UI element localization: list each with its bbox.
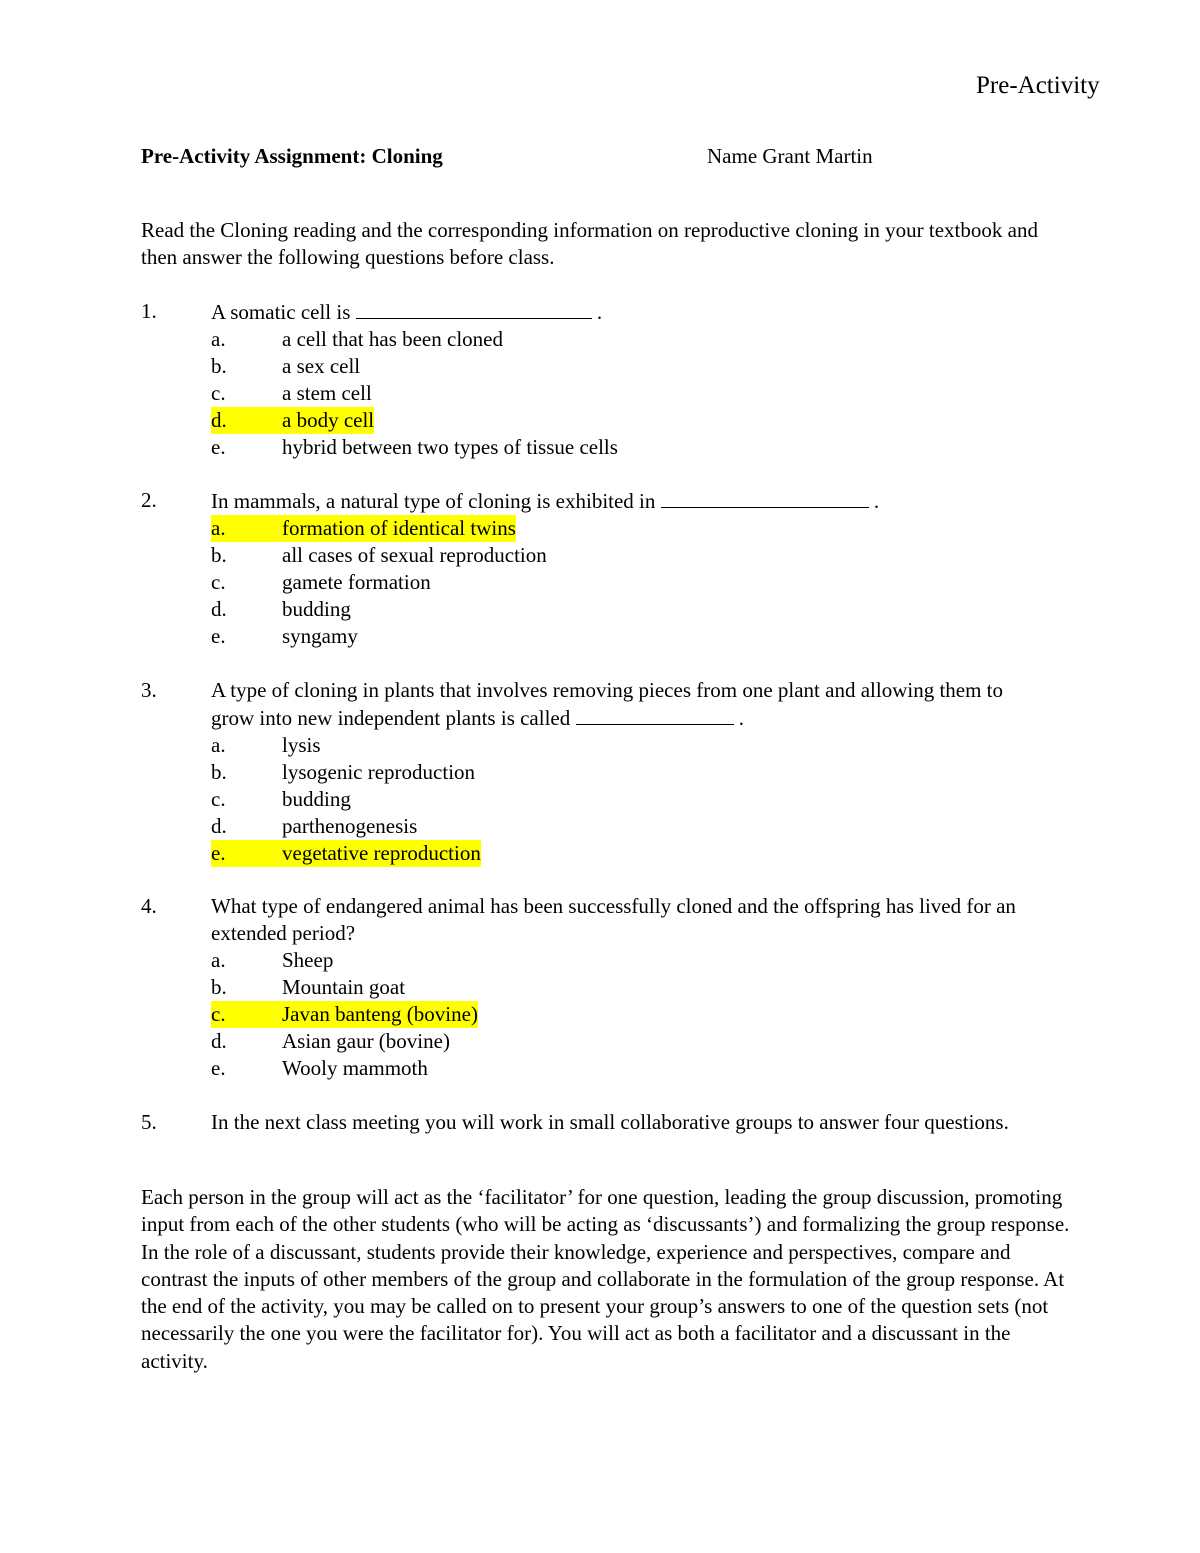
option-item: a. Sheep: [211, 948, 334, 972]
question-number: 1.: [141, 299, 157, 323]
option-item-highlighted: d. a body cell: [211, 408, 375, 432]
assignment-title: Pre-Activity Assignment: Cloning: [141, 144, 443, 168]
option-item: c. budding: [211, 787, 351, 811]
option-item: b. lysogenic reproduction: [211, 760, 476, 784]
option-item: d. parthenogenesis: [211, 814, 418, 838]
answer-blank: [576, 704, 734, 725]
answer-blank: [356, 298, 592, 319]
question-1: [141, 298, 1061, 461]
question-text: A somatic cell is .: [211, 300, 603, 324]
option-item: d. Asian gaur (bovine): [211, 1029, 450, 1053]
option-item: c. a stem cell: [211, 381, 372, 405]
question-text: In the next class meeting you will work in small collaborative groups to answer four questions.: [211, 1110, 1009, 1134]
question-4: [141, 893, 1061, 1082]
option-item: b. all cases of sexual reproduction: [211, 543, 547, 567]
option-item: b. Mountain goat: [211, 975, 406, 999]
title-row: [141, 144, 1101, 169]
question-text: A type of cloning in plants that involves removing pieces from one plant and allowing them to grow into new independent plants is called .: [211, 678, 1004, 730]
option-item-highlighted: a. formation of identical twins: [211, 516, 516, 540]
question-2: [141, 487, 1061, 650]
question-text: In mammals, a natural type of cloning is exhibited in .: [211, 489, 880, 513]
option-item-highlighted: e. vegetative reproduction: [211, 841, 481, 865]
question-5: [141, 1109, 1061, 1136]
student-name: Name Grant Martin: [707, 144, 873, 168]
page-header-label: Pre-Activity: [976, 72, 1100, 99]
option-item-highlighted: c. Javan banteng (bovine): [211, 1002, 478, 1026]
option-item: e. Wooly mammoth: [211, 1056, 428, 1080]
option-item: c. gamete formation: [211, 570, 431, 594]
option-item: b. a sex cell: [211, 354, 361, 378]
option-item: a. lysis: [211, 733, 321, 757]
option-item: a. a cell that has been cloned: [211, 327, 503, 351]
question-3: [141, 677, 1061, 867]
question-number: 2.: [141, 488, 157, 512]
question-number: 5.: [141, 1110, 157, 1134]
question-number: 4.: [141, 894, 157, 918]
instructions-paragraph: Read the Cloning reading and the corresponding information on reproductive cloning in your textbook and then answer the following questions before class.: [141, 218, 1038, 269]
option-item: d. budding: [211, 597, 351, 621]
question-text: What type of endangered animal has been successfully cloned and the offspring has lived for an extended period?: [211, 894, 1016, 945]
closing-paragraph: Each person in the group will act as the ‘facilitator’ for one question, leading the group discussion, promoting input from each of the other students (who will be acting as ‘discussants’) and formalizing the group response. In the role of a discussant, students provide their knowledge, experience and perspectives, compare and contrast the inputs of other members of the group and collaborate in the formulation of the group response. At the end of the activity, you may be called on to present your group’s answers to one of the question sets (not necessarily the one you were the facilitator for). You will act as both a facilitator and a discussant in the activity.: [141, 1185, 1070, 1373]
answer-blank: [661, 487, 869, 508]
option-item: e. hybrid between two types of tissue cells: [211, 435, 618, 459]
question-number: 3.: [141, 678, 157, 702]
option-item: e. syngamy: [211, 624, 358, 648]
